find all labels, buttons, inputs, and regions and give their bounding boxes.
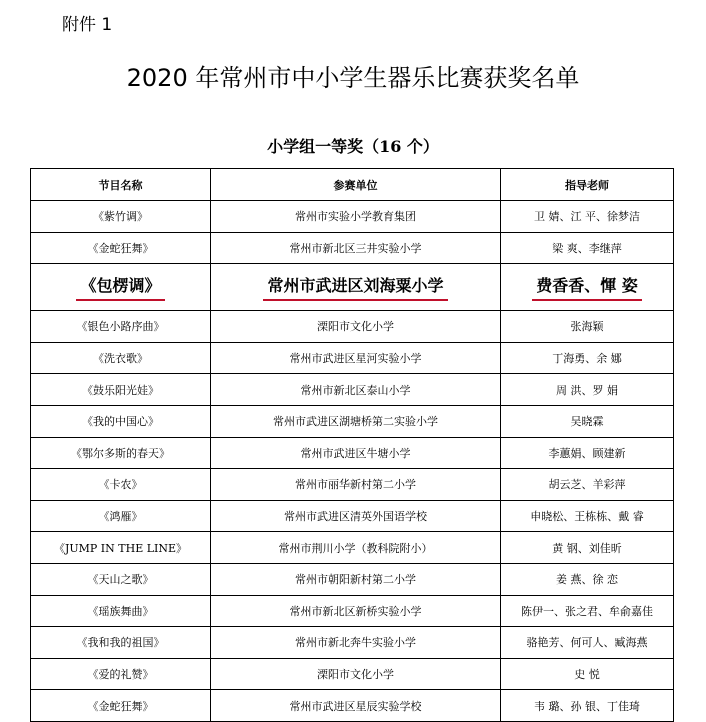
- cell-teacher: [501, 658, 674, 690]
- cell-program-text: 《包楞调》: [76, 273, 164, 301]
- table-row: [31, 658, 674, 690]
- table-row: [31, 500, 674, 532]
- cell-teacher-text: 胡云芝、羊彩萍: [548, 478, 626, 492]
- table-row: [31, 437, 674, 469]
- header-unit: 参赛单位: [211, 169, 501, 201]
- cell-unit: [211, 532, 501, 564]
- cell-unit: [211, 201, 501, 233]
- cell-unit: [211, 469, 501, 501]
- cell-unit: [211, 405, 501, 437]
- cell-teacher-text: 费香香、惲 姿: [532, 273, 642, 301]
- cell-teacher: [501, 405, 674, 437]
- cell-teacher: [501, 627, 674, 659]
- cell-program: [31, 532, 211, 564]
- cell-unit: [211, 374, 501, 406]
- cell-program-text: 《卡农》: [98, 478, 143, 492]
- cell-teacher-text: 史 悦: [574, 668, 600, 682]
- cell-unit-text: 溧阳市文化小学: [317, 668, 394, 682]
- cell-teacher: [501, 532, 674, 564]
- cell-unit-text: 常州市武进区刘海粟小学: [263, 273, 447, 301]
- cell-teacher: [501, 500, 674, 532]
- cell-unit-text: 常州市新北区三井实验小学: [289, 241, 422, 255]
- table-row: [31, 232, 674, 264]
- table-row: [31, 405, 674, 437]
- cell-unit: [211, 658, 501, 690]
- table-row: [31, 532, 674, 564]
- cell-teacher-text: 梁 爽、李继萍: [552, 241, 622, 255]
- table-row: [31, 311, 674, 343]
- cell-program: [31, 232, 211, 264]
- cell-unit: [211, 437, 501, 469]
- cell-teacher-text: 陈伊一、张之君、牟俞嘉佳: [521, 604, 653, 618]
- cell-program: [31, 658, 211, 690]
- cell-unit: [211, 264, 501, 311]
- cell-unit: [211, 627, 501, 659]
- cell-teacher-text: 黄 钢、刘佳昕: [552, 541, 622, 555]
- cell-program: [31, 690, 211, 722]
- table-row: [31, 469, 674, 501]
- cell-program: [31, 469, 211, 501]
- cell-teacher: [501, 342, 674, 374]
- cell-program: [31, 500, 211, 532]
- table-row: [31, 201, 674, 233]
- cell-teacher-text: 韦 璐、孙 银、丁佳琦: [534, 699, 640, 713]
- cell-teacher: [501, 469, 674, 501]
- cell-program: [31, 627, 211, 659]
- cell-teacher: [501, 563, 674, 595]
- cell-unit: [211, 690, 501, 722]
- cell-unit: [211, 595, 501, 627]
- cell-teacher: [501, 232, 674, 264]
- cell-program: [31, 374, 211, 406]
- cell-unit-text: 常州市武进区牛塘小学: [300, 446, 411, 460]
- cell-program-text: 《爱的礼赞》: [87, 668, 154, 682]
- cell-teacher: [501, 690, 674, 722]
- award-table: [30, 168, 674, 722]
- cell-teacher: [501, 264, 674, 311]
- cell-unit-text: 常州市新北奔牛实验小学: [295, 636, 416, 650]
- cell-unit: [211, 563, 501, 595]
- cell-teacher-text: 申晓松、王栋栋、戴 睿: [530, 510, 644, 524]
- cell-teacher: [501, 595, 674, 627]
- cell-program-text: 《银色小路序曲》: [76, 320, 165, 334]
- cell-program-text: 《金蛇狂舞》: [87, 699, 154, 713]
- cell-unit-text: 常州市荆川小学（教科院附小）: [278, 541, 433, 555]
- cell-teacher-text: 李蕙娟、顾建新: [548, 446, 626, 460]
- cell-program-text: 《鄂尔多斯的春天》: [71, 446, 170, 460]
- cell-unit-text: 常州市实验小学教育集团: [295, 210, 416, 224]
- cell-teacher-text: 周 洪、罗 娟: [556, 383, 618, 397]
- cell-teacher-text: 丁海勇、余 娜: [552, 352, 622, 366]
- cell-program-text: 《我的中国心》: [82, 415, 159, 429]
- cell-program: [31, 595, 211, 627]
- attachment-label: 附件 1: [62, 15, 113, 35]
- table-body: [31, 201, 674, 722]
- table-header-row: [31, 169, 674, 201]
- document-title: 2020 年常州市中小学生器乐比赛获奖名单: [126, 64, 580, 92]
- cell-teacher-text: 张海颖: [570, 320, 604, 334]
- cell-unit-text: 常州市武进区星辰实验学校: [289, 699, 422, 713]
- header-teacher: 指导老师: [501, 169, 674, 201]
- cell-program: [31, 264, 211, 311]
- table-row: [31, 342, 674, 374]
- cell-teacher: [501, 311, 674, 343]
- cell-program-text: 《紫竹调》: [93, 210, 148, 224]
- cell-teacher-text: 卫 婧、江 平、徐梦洁: [534, 210, 640, 224]
- table-row: [31, 627, 674, 659]
- cell-unit: [211, 232, 501, 264]
- cell-program: [31, 437, 211, 469]
- cell-unit: [211, 342, 501, 374]
- cell-program-text: 《我和我的祖国》: [76, 636, 165, 650]
- cell-unit: [211, 500, 501, 532]
- cell-program-text: 《天山之歌》: [87, 573, 154, 587]
- cell-program: [31, 201, 211, 233]
- header-program: 节目名称: [31, 169, 211, 201]
- table-row: [31, 374, 674, 406]
- cell-teacher-text: 骆艳芳、何可人、臧海燕: [526, 636, 648, 650]
- cell-program-text: 《金蛇狂舞》: [87, 241, 154, 255]
- cell-unit-text: 常州市新北区新桥实验小学: [289, 604, 422, 618]
- cell-program: [31, 405, 211, 437]
- cell-unit-text: 溧阳市文化小学: [317, 320, 394, 334]
- table-row-highlighted: [31, 264, 674, 311]
- cell-program-text: 《鸿雁》: [98, 510, 143, 524]
- table-row: [31, 690, 674, 722]
- cell-program-text: 《洗衣歌》: [93, 352, 148, 366]
- cell-teacher: [501, 437, 674, 469]
- cell-program-text: 《鼓乐阳光娃》: [82, 383, 159, 397]
- cell-program: [31, 311, 211, 343]
- cell-unit: [211, 311, 501, 343]
- cell-unit-text: 常州市武进区清英外国语学校: [284, 510, 427, 524]
- cell-unit-text: 常州市武进区湖塘桥第二实验小学: [273, 415, 438, 429]
- cell-program: [31, 342, 211, 374]
- cell-unit-text: 常州市武进区星河实验小学: [289, 352, 422, 366]
- table-row: [31, 595, 674, 627]
- table-row: [31, 563, 674, 595]
- cell-unit-text: 常州市新北区泰山小学: [300, 383, 411, 397]
- cell-teacher-text: 吴晓霖: [570, 415, 604, 429]
- cell-program: [31, 563, 211, 595]
- cell-teacher-text: 姜 燕、徐 恋: [556, 573, 618, 587]
- cell-teacher: [501, 201, 674, 233]
- cell-unit-text: 常州市朝阳新村第二小学: [295, 573, 416, 587]
- cell-program-text: 《瑶族舞曲》: [87, 604, 154, 618]
- cell-teacher: [501, 374, 674, 406]
- cell-program-text: 《JUMP IN THE LINE》: [53, 541, 188, 555]
- award-group-subtitle: 小学组一等奖（16 个）: [267, 137, 439, 156]
- cell-unit-text: 常州市丽华新村第二小学: [295, 478, 416, 492]
